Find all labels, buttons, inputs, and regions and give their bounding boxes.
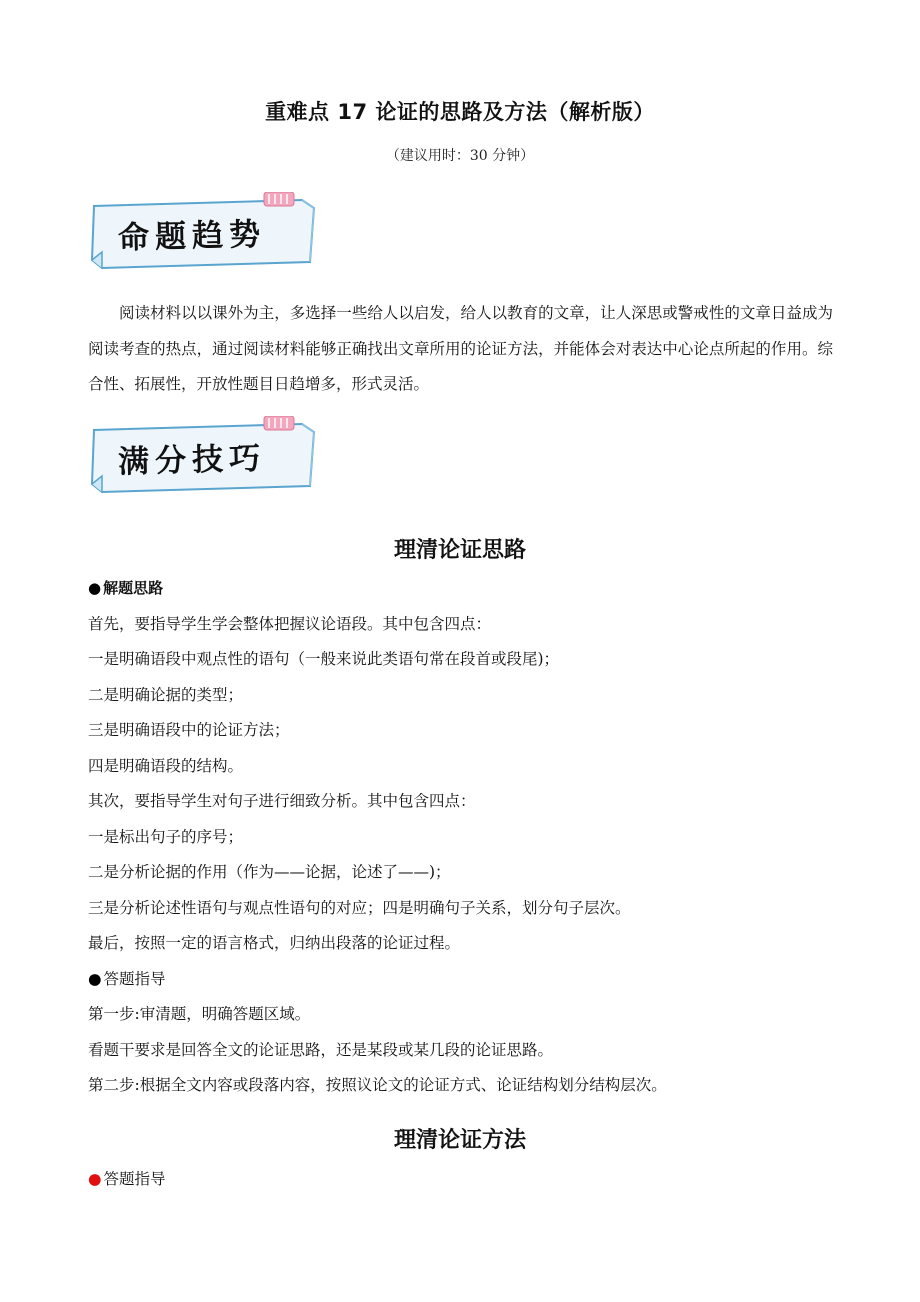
text-line: 最后，按照一定的语言格式，归纳出段落的论证过程。: [88, 934, 461, 952]
section-heading-thinking: 理清论证思路: [393, 538, 526, 563]
text-line: 二是分析论据的作用（作为——论据，论述了——)；: [88, 863, 451, 881]
binder-clip-icon: [264, 416, 294, 430]
sub-heading: ● 解题思路: [88, 571, 848, 607]
text-line: 三是分析论述性语句与观点性语句的对应；四是明确句子关系，划分句子层次。: [88, 898, 631, 917]
bullet-icon: ●: [88, 579, 102, 597]
banner-trend: [88, 192, 318, 272]
sub-heading: ● 答题指导: [88, 1162, 848, 1198]
banner-skills-label: 满分技巧: [117, 440, 267, 481]
section-thinking-body: [88, 571, 848, 1104]
document-subtitle: （建议用时：30 分钟）: [385, 148, 535, 164]
text-line: 其次，要指导学生对句子进行细致分析。其中包含四点：: [88, 792, 476, 810]
section-heading-methods: 理清论证方法: [393, 1128, 526, 1153]
red-bullet-icon: ●: [88, 1170, 102, 1188]
text-line: 看题干要求是回答全文的论证思路，还是某段或某几段的论证思路。: [88, 1040, 554, 1059]
trend-paragraph: 阅读材料以以课外为主，多选择一些给人以启发，给人以教育的文章，让人深思或警戒性的文章日益成为阅读考查的热点，通过阅读材料能够正确找出文章所用的论证方法，并能体会对表达中心论点所起的作用。综合性、拓展性，开放性题目日趋增多，形式灵活。: [88, 304, 833, 393]
text-line: 首先，要指导学生学会整体把握议论语段。其中包含四点：: [88, 614, 492, 633]
banner-trend-label: 命题趋势: [117, 216, 267, 257]
sub-heading: ● 答题指导: [88, 962, 848, 998]
text-line: 第一步:审清题，明确答题区域。: [88, 1005, 311, 1023]
bullet-icon: ●: [88, 969, 102, 988]
document-title: 重难点 17 论证的思路及方法（解析版）: [265, 100, 655, 124]
section-methods-body: [88, 1162, 848, 1198]
banner-skills: [88, 416, 318, 496]
text-line: 一是明确语段中观点性的语句（一般来说此类语句常在段首或段尾)；: [88, 650, 560, 668]
binder-clip-icon: [264, 192, 294, 206]
text-line: 第二步:根据全文内容或段落内容，按照议论文的论证方式、论证结构划分结构层次。: [88, 1076, 667, 1094]
text-line: 二是明确论据的类型；: [88, 685, 244, 704]
text-line: 四是明确语段的结构。: [88, 756, 244, 775]
text-line: 一是标出句子的序号；: [88, 827, 244, 846]
text-line: 三是明确语段中的论证方法；: [88, 721, 290, 739]
